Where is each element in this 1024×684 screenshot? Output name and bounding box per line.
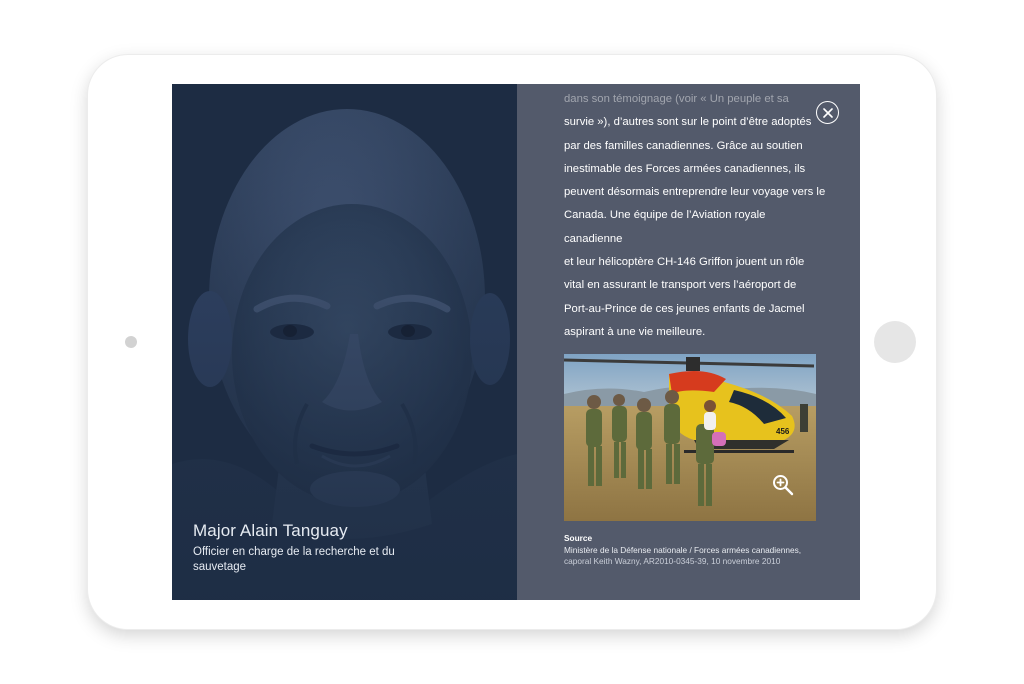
helicopter-photo[interactable] [564,354,816,521]
close-icon [823,108,833,118]
profile-panel [172,84,517,600]
caption-title: Source [564,533,593,543]
article-line: dans son témoignage (voir « Un peuple et sa [564,93,789,105]
article-panel [517,84,860,600]
article-line: aspirant à une vie meilleure. [564,325,706,338]
article-line: survie »), d’autres sont sur le point d’être adoptés [564,116,812,129]
caption-detail: caporal Keith Wazny, AR2010-0345-39, 10 novembre 2010 [564,556,781,566]
article-line: et leur hélicoptère CH-146 Griffon jouent un rôle [564,256,805,269]
article-line: vital en assurant le transport vers l’aéroport de [564,279,797,292]
person-name: Major Alain Tanguay [193,521,348,540]
article-line: inestimable des Forces armées canadiennes, ils [564,162,806,175]
article-line: par des familles canadiennes. Grâce au soutien [564,139,803,152]
app-screen [172,84,860,600]
tablet-camera [125,336,137,348]
article-line: peuvent désormais entreprendre leur voyage vers le [564,186,826,199]
article-line: Canada. Une équipe de l’Aviation royale canadienne [564,209,766,245]
helicopter-tail-number: 456 [776,427,790,436]
tablet-home-button[interactable] [874,321,916,363]
close-button[interactable] [816,101,839,124]
caption-credit: Ministère de la Défense nationale / Forces armées canadiennes, [564,544,802,555]
zoom-in-icon[interactable] [771,473,795,497]
person-role: Officier en charge de la recherche et du sauvetage [193,546,395,573]
photo-caption [564,533,826,568]
article-text [564,88,826,344]
article-line: Port-au-Prince de ces jeunes enfants de Jacmel [564,302,805,315]
